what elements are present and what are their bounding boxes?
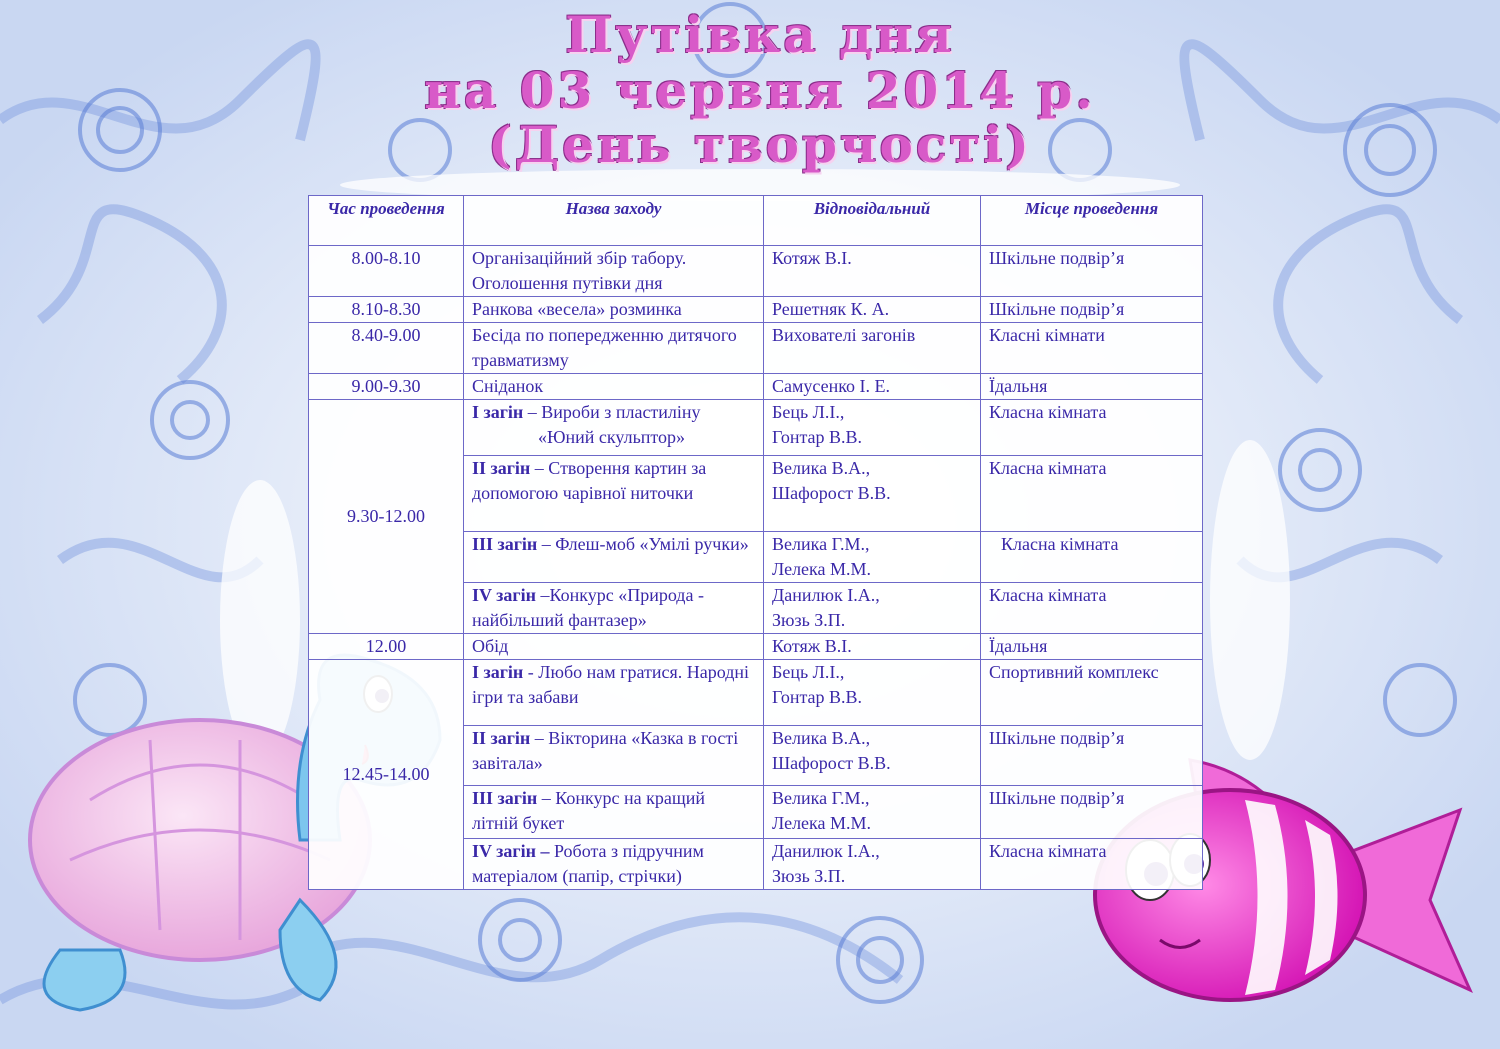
cell-event — [464, 456, 764, 532]
cell-event — [464, 726, 764, 786]
table-row — [309, 246, 1203, 297]
cell-event: Організаційний збір табору. Оголошення путівки дня — [464, 246, 764, 297]
table-header-row — [309, 196, 1203, 246]
cell-responsible: Котяж В.І. — [764, 246, 981, 297]
cell-event — [464, 839, 764, 890]
cell-responsible — [764, 456, 981, 532]
cell-event: Обід — [464, 634, 764, 660]
group-label: ІІІ загін — [472, 788, 538, 808]
cell-event — [464, 532, 764, 583]
cell-place: Класна кімната — [981, 456, 1203, 532]
cell-event — [464, 583, 764, 634]
responsible-name: Гонтар В.В. — [772, 687, 863, 707]
cell-event: Сніданок — [464, 374, 764, 400]
cell-responsible — [764, 400, 981, 456]
cell-place: Спортивний комплекс — [981, 660, 1203, 726]
cell-place: Шкільне подвір’я — [981, 246, 1203, 297]
group-label: ІІІ загін — [472, 534, 538, 554]
responsible-name: Данилюк І.А., — [772, 841, 880, 861]
cell-place: Класна кімната — [981, 583, 1203, 634]
cell-responsible — [764, 660, 981, 726]
cell-time: 8.00-8.10 — [309, 246, 464, 297]
event-text: – Флеш-моб «Умілі ручки» — [537, 534, 749, 554]
cell-time: 8.10-8.30 — [309, 297, 464, 323]
cell-time: 12.45-14.00 — [309, 660, 464, 890]
cell-place: Їдальня — [981, 634, 1203, 660]
header-event: Назва заходу — [464, 196, 764, 246]
responsible-name: Гонтар В.В. — [772, 427, 863, 447]
event-text: – Створення картин за допомогою чарівної ниточки — [472, 458, 707, 503]
cell-event: Бесіда по попередженню дитячого травматизму — [464, 323, 764, 374]
cell-place: Класна кімната — [981, 400, 1203, 456]
cell-event — [464, 786, 764, 839]
responsible-name: Бець Л.І., — [772, 402, 845, 422]
cell-time: 9.00-9.30 — [309, 374, 464, 400]
header-time: Час проведення — [309, 196, 464, 246]
cell-event: Ранкова «весела» розминка — [464, 297, 764, 323]
responsible-name: Велика В.А., — [772, 458, 871, 478]
responsible-name: Велика Г.М., — [772, 534, 870, 554]
responsible-name: Велика Г.М., — [772, 788, 870, 808]
header-place: Місце проведення — [981, 196, 1203, 246]
cell-event — [464, 660, 764, 726]
cell-place — [981, 532, 1203, 583]
schedule-table — [308, 195, 1203, 890]
responsible-name: Данилюк І.А., — [772, 585, 880, 605]
responsible-name: Шафорост В.В. — [772, 483, 891, 503]
cell-place: Класна кімната — [981, 839, 1203, 890]
cell-responsible — [764, 583, 981, 634]
cell-responsible — [764, 532, 981, 583]
cell-responsible: Вихователі загонів — [764, 323, 981, 374]
group-label: І загін — [472, 662, 524, 682]
group-label: ІV загін – — [472, 841, 554, 861]
responsible-name: Велика В.А., — [772, 728, 871, 748]
event-text: – Вироби з пластиліну — [523, 402, 701, 422]
cell-responsible — [764, 786, 981, 839]
event-text: – Конкурс на кращий літній букет — [472, 788, 706, 833]
table-row — [309, 323, 1203, 374]
table-row — [309, 660, 1203, 726]
page-subtitle-theme: (День творчості) — [488, 115, 1032, 174]
cell-place: Шкільне подвір’я — [981, 726, 1203, 786]
responsible-name: Шафорост В.В. — [772, 753, 891, 773]
cell-time: 9.30-12.00 — [309, 400, 464, 634]
group-label: ІІ загін — [472, 458, 531, 478]
cell-place: Класні кімнати — [981, 323, 1203, 374]
responsible-name: Бець Л.І., — [772, 662, 845, 682]
cell-responsible: Самусенко І. Е. — [764, 374, 981, 400]
table-row — [309, 374, 1203, 400]
cell-responsible — [764, 839, 981, 890]
responsible-name: Зюзь З.П. — [772, 866, 846, 886]
cell-event — [464, 400, 764, 456]
page-title: Путівка дня — [565, 5, 955, 64]
cell-responsible — [764, 726, 981, 786]
page-subtitle-date: на 03 червня 2014 р. — [424, 61, 1096, 120]
cell-place: Шкільне подвір’я — [981, 297, 1203, 323]
cell-responsible: Котяж В.І. — [764, 634, 981, 660]
group-label: І загін — [472, 402, 524, 422]
event-text: – Вікторина «Казка в гості завітала» — [472, 728, 739, 773]
event-text: Робота з підручним матеріалом (папір, стрічки) — [472, 841, 704, 886]
cell-time: 12.00 — [309, 634, 464, 660]
cell-place: Їдальня — [981, 374, 1203, 400]
responsible-name: Зюзь З.П. — [772, 610, 846, 630]
table-row — [309, 400, 1203, 456]
cell-time: 8.40-9.00 — [309, 323, 464, 374]
group-label: ІІ загін — [472, 728, 531, 748]
place-text: Класна кімната — [1001, 534, 1119, 554]
event-text: «Юний скульптор» — [538, 427, 686, 447]
event-text: - Любо нам гратися. Народні ігри та забави — [472, 662, 750, 707]
table-row — [309, 634, 1203, 660]
responsible-name: Лелека М.М. — [772, 559, 872, 579]
group-label: ІV загін — [472, 585, 536, 605]
responsible-name: Лелека М.М. — [772, 813, 872, 833]
event-text: –Конкурс «Природа - найбільший фантазер» — [472, 585, 704, 630]
cell-responsible: Решетняк К. А. — [764, 297, 981, 323]
header-responsible: Відповідальний — [764, 196, 981, 246]
table-row — [309, 297, 1203, 323]
cell-place: Шкільне подвір’я — [981, 786, 1203, 839]
